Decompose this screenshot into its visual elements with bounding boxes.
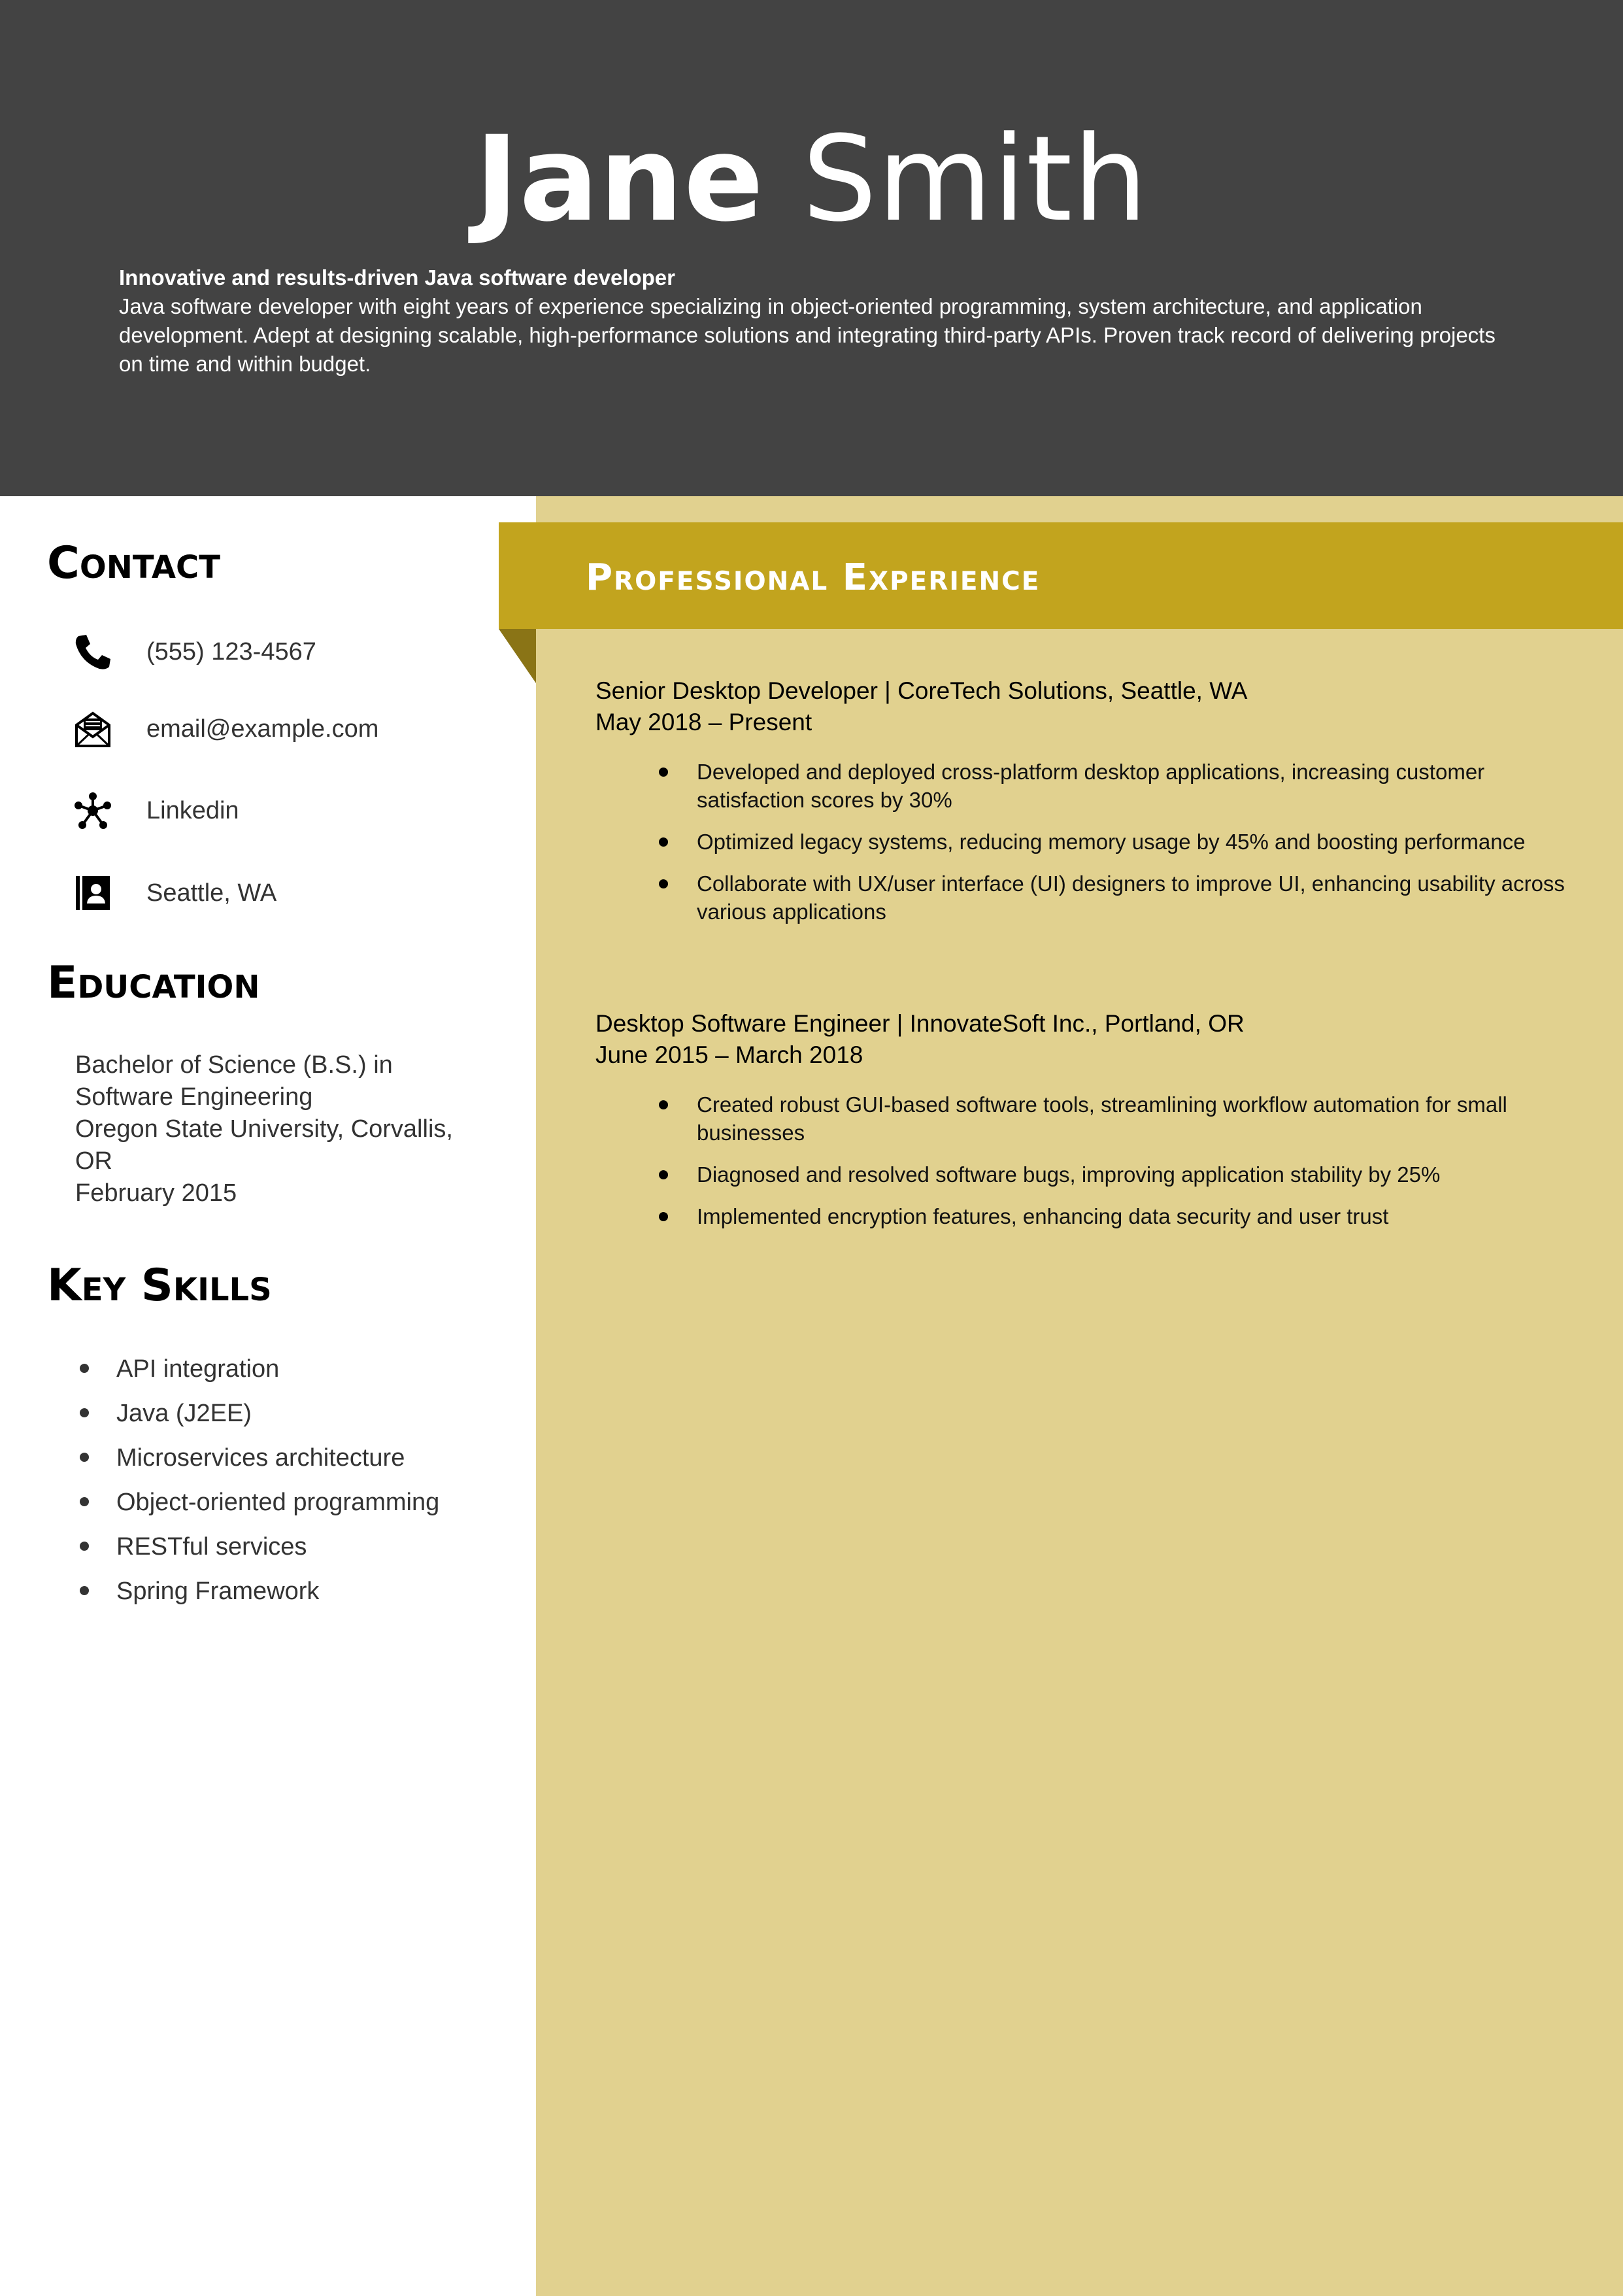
contact-linkedin [73,791,518,830]
job-bullet: Developed and deployed cross-platform desktop applications, increasing customer satisfaction scores by 30% [595,758,1576,814]
degree-line: Software Engineering [75,1083,313,1111]
job-dates: May 2018 – Present [595,709,812,735]
address-book-icon [73,873,112,913]
skill-item: API integration [75,1353,500,1398]
contact-location [73,873,518,913]
header-banner [0,0,1623,496]
graduation-date: February 2015 [75,1179,237,1207]
tagline: Innovative and results-driven Java software developer [119,265,675,290]
job-bullets [595,1090,1576,1230]
contact-phone [73,632,518,671]
job-bullets [595,758,1576,926]
job-bullet: Diagnosed and resolved software bugs, improving application stability by 25% [595,1160,1576,1189]
job-bullet: Optimized legacy systems, reducing memory usage by 45% and boosting performance [595,828,1576,856]
skill-item: RESTful services [75,1531,500,1576]
envelope-icon [73,709,112,749]
experience-banner [499,522,1623,629]
network-icon [73,791,112,830]
job-bullet: Created robust GUI-based software tools, streamlining workflow automation for small businesses [595,1090,1576,1147]
job-bullet: Collaborate with UX/user interface (UI) designers to improve UI, enhancing usability across various applications [595,869,1576,926]
linkedin-link[interactable]: Linkedin [146,797,239,824]
email-address[interactable]: email@example.com [146,715,379,743]
phone-number: (555) 123-4567 [146,638,316,666]
experience-title: Professional Experience [586,556,1041,599]
skill-item: Object-oriented programming [75,1487,500,1531]
degree-line: Bachelor of Science (B.S.) in [75,1051,393,1079]
job-dates: June 2015 – March 2018 [595,1041,863,1068]
summary: Java software developer with eight years of experience specializing in object-oriented programming, system architecture, and application development. Adept at designing scalable, high-performance solutions and integrating third-party APIs. Proven track record of delivering projects on time and within budget. [119,294,1496,376]
candidate-name [0,108,1623,252]
phone-icon [73,632,112,671]
education-title: Education [47,957,260,1009]
job-entry [595,1008,1576,1244]
skill-item: Spring Framework [75,1576,500,1620]
job-entry [595,675,1576,939]
skill-item: Microservices architecture [75,1442,500,1487]
job-bullet: Implemented encryption features, enhancing data security and user trust [595,1202,1576,1230]
education-entry [75,1049,500,1209]
skill-item: Java (J2EE) [75,1398,500,1442]
contact-title: Contact [47,537,221,589]
job-title: Desktop Software Engineer | InnovateSoft Inc., Portland, OR [595,1010,1245,1037]
skills-list [75,1353,500,1620]
contact-email [73,709,518,749]
last-name: Smith [802,111,1148,248]
school-line: OR [75,1147,112,1175]
skills-title: Key Skills [47,1260,272,1311]
first-name: Jane [475,111,765,248]
school-line: Oregon State University, Corvallis, [75,1115,453,1143]
job-title: Senior Desktop Developer | CoreTech Solutions, Seattle, WA [595,677,1248,704]
location-text: Seattle, WA [146,879,277,907]
